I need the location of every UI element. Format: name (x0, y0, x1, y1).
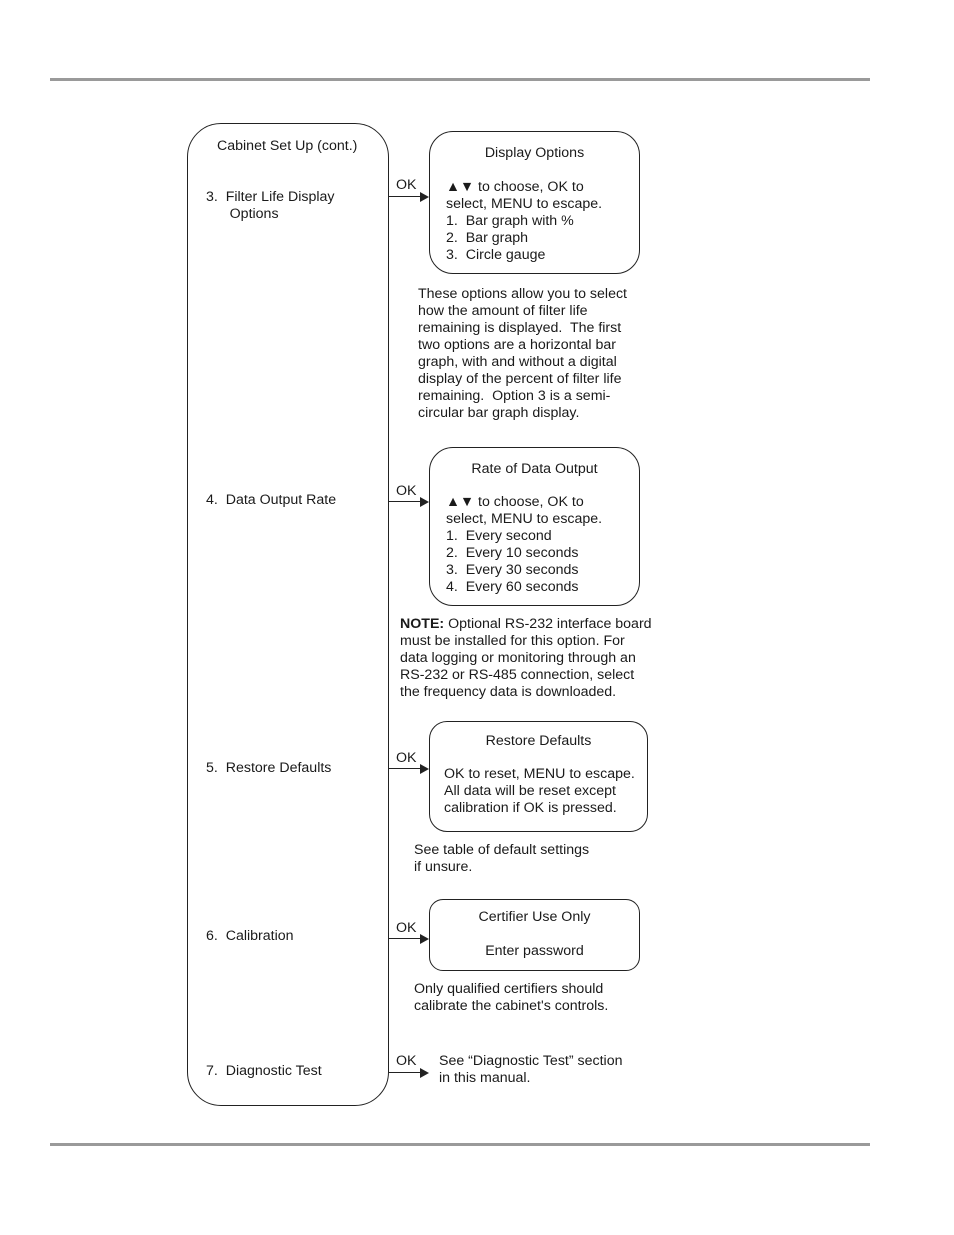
step-restore-defaults: 5. Restore Defaults (206, 760, 332, 776)
cabinet-setup-panel (187, 123, 389, 1106)
restore-defaults-body: OK to reset, MENU to escape. All data will be reset except calibration if OK is pressed. (444, 766, 635, 816)
data-output-body: ▲▼ to choose, OK to select, MENU to escape. 1. Every second 2. Every 10 seconds 3. Every 30 seconds 4. Every 60 seconds (446, 494, 603, 595)
header-rule (50, 78, 870, 81)
arrow-to-data-output (389, 501, 427, 502)
display-options-body: ▲▼ to choose, OK to select, MENU to escape. 1. Bar graph with % 2. Bar graph 3. Circle gauge (446, 179, 603, 263)
arrow-to-calibration (389, 938, 427, 939)
note-label: NOTE: (400, 616, 445, 632)
calibration-line1: Certifier Use Only (478, 909, 591, 925)
step-filter-life-display: 3. Filter Life Display Options (206, 189, 335, 222)
data-output-note (400, 616, 652, 701)
step-data-output-rate: 4. Data Output Rate (206, 492, 337, 508)
arrow-to-display-options (389, 196, 427, 197)
arrow-to-diagnostic (389, 1072, 427, 1073)
display-options-note: These options allow you to select how the amount of filter life remaining is displayed. The first two options are a horizontal bar graph, with and without a digital display of the percent of filter life remaining. Option 3 is a semi- circular bar graph display. (418, 286, 627, 421)
data-output-title: Rate of Data Output (471, 461, 598, 477)
panel-title: Cabinet Set Up (cont.) (217, 138, 358, 154)
footer-rule (50, 1143, 870, 1146)
ok-label-calibration: OK (396, 920, 417, 936)
note-rest: must be installed for this option. For data logging or monitoring through an RS-232 or RS-485 connection, select the frequency data is downloaded. (400, 633, 636, 700)
arrow-to-restore-defaults (389, 768, 427, 769)
ok-label-restore-defaults: OK (396, 750, 417, 766)
restore-defaults-note: See table of default settings if unsure. (414, 842, 590, 875)
calibration-line2: Enter password (485, 943, 584, 959)
display-options-title: Display Options (484, 145, 585, 161)
calibration-note: Only qualified certifiers should calibrate the cabinet's controls. (414, 981, 609, 1014)
restore-defaults-title: Restore Defaults (485, 733, 592, 749)
step-calibration: 6. Calibration (206, 928, 294, 944)
diagnostic-reference: See “Diagnostic Test” section in this manual. (439, 1053, 623, 1086)
step-diagnostic-test: 7. Diagnostic Test (206, 1063, 322, 1079)
ok-label-display-options: OK (396, 177, 417, 193)
note-first-line: Optional RS-232 interface board (444, 616, 652, 632)
ok-label-diagnostic: OK (396, 1053, 417, 1069)
ok-label-data-output: OK (396, 483, 417, 499)
